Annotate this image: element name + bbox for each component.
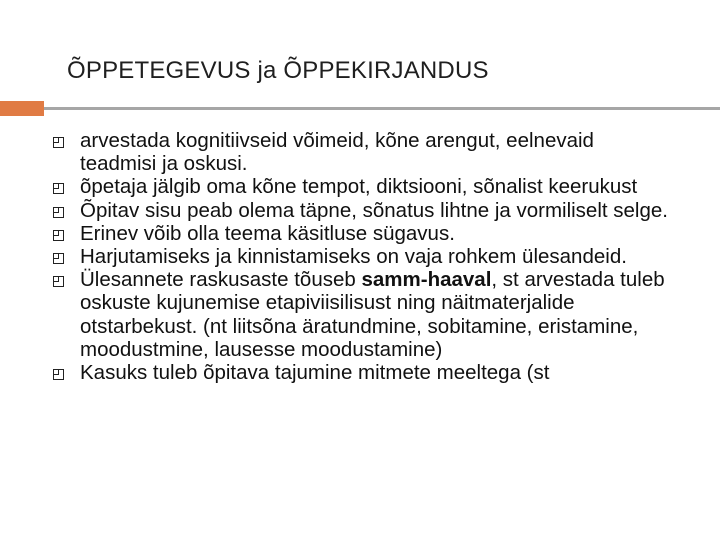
- bullet-item: [53, 245, 673, 268]
- bullet-item: [53, 129, 673, 175]
- accent-bar: [0, 101, 44, 116]
- bullet-text: Harjutamiseks ja kinnistamiseks on vaja rohkem ülesandeid.: [80, 245, 627, 269]
- bullet-text-part: , st arvestada tuleb oskuste kujunemise etapiviisilisust ning näitmaterjalide otstarbekust. (nt liitsõna äratundmine, sobitamine, eristamine, moodustmine, lausesse moodustamine): [80, 268, 665, 361]
- bullet-text: arvestada kognitiivseid võimeid, kõne arengut, eelnevaid teadmisi ja oskusi.: [80, 129, 594, 176]
- square-bullet-icon: [53, 253, 64, 264]
- square-bullet-icon: [53, 137, 64, 148]
- bullet-item: [53, 175, 673, 198]
- bullet-list: [53, 129, 673, 384]
- bullet-text: Õpitav sisu peab olema täpne, sõnatus lihtne ja vormiliselt selge.: [80, 198, 668, 222]
- square-bullet-icon: [53, 276, 64, 287]
- square-bullet-icon: [53, 207, 64, 218]
- square-bullet-icon: [53, 230, 64, 241]
- bullet-text-part: Ülesannete raskusaste tõuseb: [80, 268, 362, 292]
- bullet-item: [53, 199, 673, 222]
- bullet-item: [53, 361, 673, 384]
- bullet-text: õpetaja jälgib oma kõne tempot, diktsiooni, sõnalist keerukust: [80, 175, 638, 199]
- bullet-text-emphasis: samm-haaval: [361, 268, 492, 292]
- bullet-text: Erinev võib olla teema käsitluse sügavus.: [80, 221, 455, 245]
- bullet-text: [80, 268, 665, 361]
- title-divider: [44, 107, 720, 110]
- bullet-item: [53, 268, 673, 361]
- square-bullet-icon: [53, 369, 64, 380]
- bullet-item: [53, 222, 673, 245]
- square-bullet-icon: [53, 183, 64, 194]
- bullet-text: Kasuks tuleb õpitava tajumine mitmete meeltega (st: [80, 361, 550, 385]
- slide-title: ÕPPETEGEVUS ja ÕPPEKIRJANDUS: [67, 57, 489, 84]
